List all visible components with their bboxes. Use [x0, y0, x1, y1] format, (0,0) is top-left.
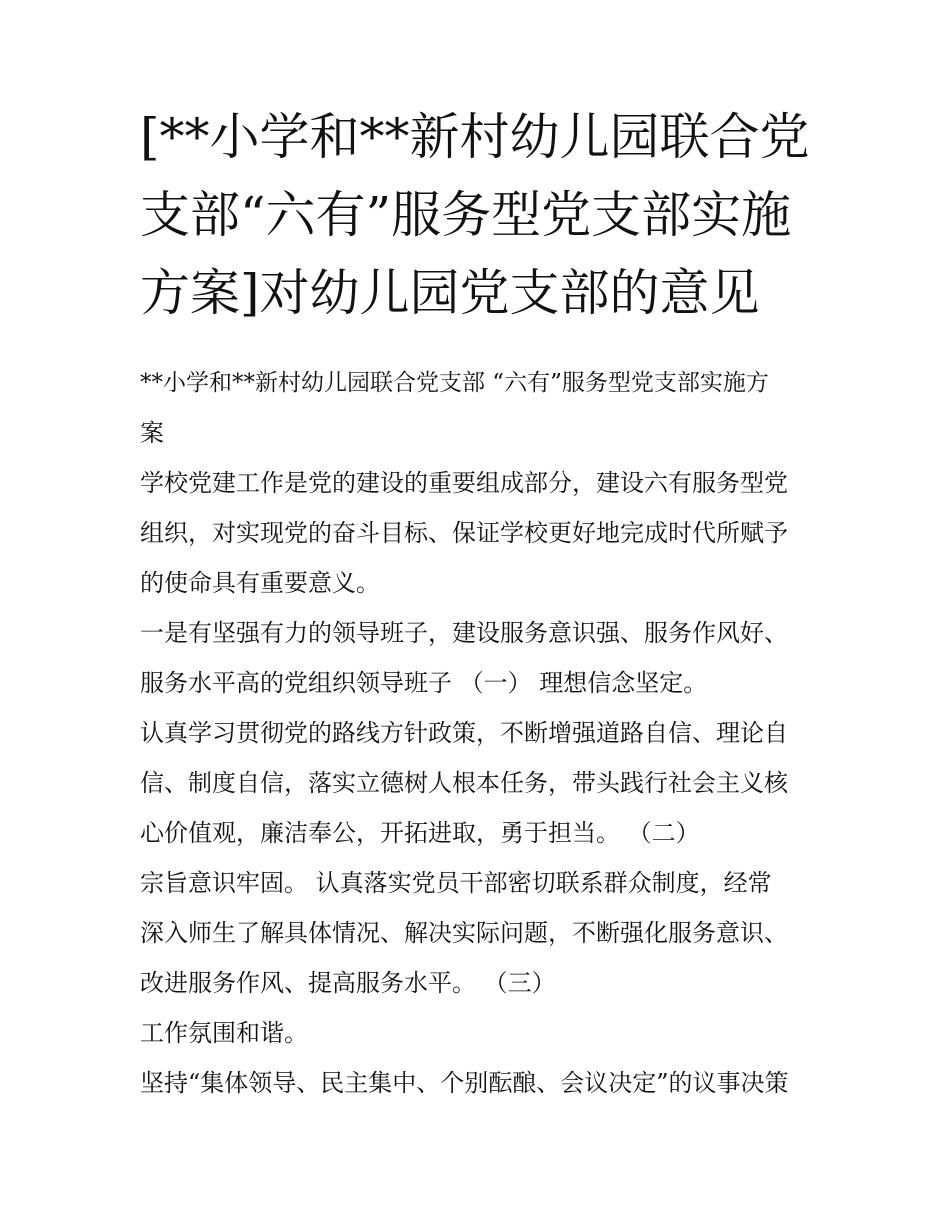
- body-line: 服务水平高的党组织领导班子 （一） 理想信念坚定。: [140, 669, 708, 697]
- document-body: [140, 358, 830, 1108]
- body-line: 一是有坚强有力的领导班子，建设服务意识强、服务作风好、: [140, 619, 788, 647]
- body-line: 组织，对实现党的奋斗目标、保证学校更好地完成时代所赋予: [140, 519, 788, 547]
- title-line: 支部“六有”服务型党支部实施: [140, 186, 792, 244]
- title-line: [**小学和**新村幼儿园联合党: [140, 108, 810, 166]
- title-line: 方案]对幼儿园党支部的意见: [140, 264, 760, 322]
- body-line: **小学和**新村幼儿园联合党支部 “六有”服务型党支部实施方: [140, 370, 769, 396]
- body-line: 坚持“集体领导、民主集中、个别酝酿、会议决定”的议事决策: [140, 1069, 789, 1097]
- body-line: 学校党建工作是党的建设的重要组成部分，建设六有服务型党: [140, 469, 788, 497]
- body-line: 改进服务作风、提高服务水平。 （三）: [140, 969, 556, 997]
- body-line: 信、制度自信，落实立德树人根本任务，带头践行社会主义核: [140, 769, 788, 797]
- body-line: 的使命具有重要意义。: [140, 569, 380, 597]
- document-title: [140, 108, 820, 346]
- body-line: 案: [140, 419, 164, 447]
- body-line: 心价值观，廉洁奉公，开拓进取，勇于担当。 （二）: [140, 819, 700, 847]
- body-line: 工作氛围和谐。: [140, 1019, 308, 1047]
- body-line: 认真学习贯彻党的路线方针政策，不断增强道路自信、理论自: [140, 719, 788, 747]
- body-line: 宗旨意识牢固。 认真落实党员干部密切联系群众制度，经常: [140, 869, 772, 897]
- body-line: 深入师生了解具体情况、解决实际问题，不断强化服务意识、: [140, 919, 788, 947]
